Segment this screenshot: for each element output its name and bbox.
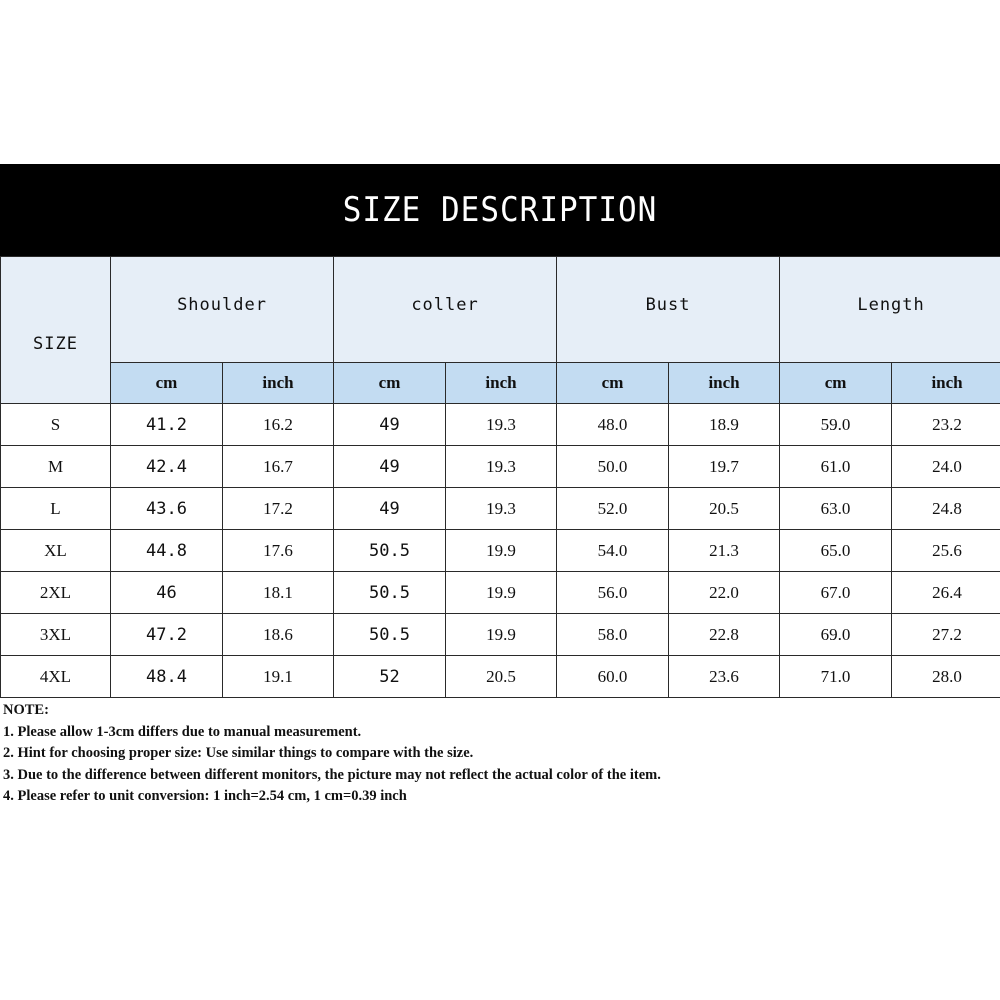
table-row [1, 656, 1000, 698]
measurement-cell: 18.1 [223, 572, 334, 614]
size-label-cell: 4XL [1, 656, 111, 698]
measurement-cell: 16.2 [223, 404, 334, 446]
measurement-cell: 61.0 [780, 446, 892, 488]
measurement-cell: 19.3 [446, 404, 557, 446]
measurement-cell: 60.0 [557, 656, 669, 698]
measurement-cell: 63.0 [780, 488, 892, 530]
table-row [1, 614, 1000, 656]
measurement-cell: 24.8 [892, 488, 1000, 530]
measurement-cell: 50.5 [334, 572, 446, 614]
measurement-cell: 42.4 [111, 446, 223, 488]
size-label-cell: L [1, 488, 111, 530]
measurement-cell: 49 [334, 488, 446, 530]
note-item: 3. Due to the difference between different monitors, the picture may not reflect the actual color of the item. [3, 766, 661, 783]
size-table [0, 256, 1000, 698]
size-label-cell: XL [1, 530, 111, 572]
measurement-cell: 46 [111, 572, 223, 614]
table-row [1, 404, 1000, 446]
measurement-cell: 19.1 [223, 656, 334, 698]
measurement-cell: 69.0 [780, 614, 892, 656]
table-row [1, 488, 1000, 530]
measurement-cell: 52.0 [557, 488, 669, 530]
measurement-cell: 28.0 [892, 656, 1000, 698]
coller-header: coller [334, 257, 557, 363]
table-row [1, 572, 1000, 614]
measurement-cell: 49 [334, 446, 446, 488]
unit-header: inch [446, 363, 557, 404]
unit-header: cm [334, 363, 446, 404]
measurement-cell: 56.0 [557, 572, 669, 614]
measurement-cell: 22.0 [669, 572, 780, 614]
note-item: 1. Please allow 1-3cm differs due to manual measurement. [3, 723, 362, 740]
measurement-cell: 18.9 [669, 404, 780, 446]
measurement-cell: 23.6 [669, 656, 780, 698]
notes-section [3, 700, 993, 808]
measurement-cell: 16.7 [223, 446, 334, 488]
unit-header: inch [892, 363, 1000, 404]
measurement-cell: 17.6 [223, 530, 334, 572]
measurement-cell: 58.0 [557, 614, 669, 656]
measurement-cell: 48.4 [111, 656, 223, 698]
measurement-cell: 67.0 [780, 572, 892, 614]
measurement-cell: 20.5 [669, 488, 780, 530]
unit-header: cm [111, 363, 223, 404]
measurement-cell: 47.2 [111, 614, 223, 656]
measurement-cell: 25.6 [892, 530, 1000, 572]
note-item: 4. Please refer to unit conversion: 1 inch=2.54 cm, 1 cm=0.39 inch [3, 788, 407, 804]
measurement-cell: 26.4 [892, 572, 1000, 614]
unit-header: inch [669, 363, 780, 404]
measurement-cell: 19.9 [446, 530, 557, 572]
table-row [1, 530, 1000, 572]
measurement-cell: 44.8 [111, 530, 223, 572]
size-column-header: SIZE [1, 257, 111, 404]
measurement-cell: 48.0 [557, 404, 669, 446]
measurement-cell: 27.2 [892, 614, 1000, 656]
note-item: 2. Hint for choosing proper size: Use similar things to compare with the size. [3, 745, 474, 761]
measurement-cell: 41.2 [111, 404, 223, 446]
page-title: SIZE DESCRIPTION [342, 190, 658, 230]
measurement-cell: 65.0 [780, 530, 892, 572]
measurement-cell: 50.5 [334, 614, 446, 656]
measurement-cell: 21.3 [669, 530, 780, 572]
measurement-cell: 71.0 [780, 656, 892, 698]
measurement-cell: 43.6 [111, 488, 223, 530]
notes-heading: NOTE: [3, 702, 49, 718]
title-banner [0, 164, 1000, 256]
measurement-cell: 19.3 [446, 488, 557, 530]
measurement-cell: 17.2 [223, 488, 334, 530]
measurement-cell: 49 [334, 404, 446, 446]
measurement-cell: 54.0 [557, 530, 669, 572]
measurement-cell: 18.6 [223, 614, 334, 656]
size-label-cell: M [1, 446, 111, 488]
measurement-cell: 19.9 [446, 572, 557, 614]
measurement-cell: 50.0 [557, 446, 669, 488]
unit-header-row [1, 363, 1000, 404]
bust-header: Bust [557, 257, 780, 363]
shoulder-header: Shoulder [111, 257, 334, 363]
size-label-cell: 3XL [1, 614, 111, 656]
size-label-cell: S [1, 404, 111, 446]
measurement-cell: 19.3 [446, 446, 557, 488]
length-header: Length [780, 257, 1000, 363]
table-row [1, 446, 1000, 488]
size-label-cell: 2XL [1, 572, 111, 614]
group-header-row [1, 257, 1000, 363]
measurement-cell: 22.8 [669, 614, 780, 656]
measurement-cell: 52 [334, 656, 446, 698]
unit-header: inch [223, 363, 334, 404]
measurement-cell: 19.9 [446, 614, 557, 656]
measurement-cell: 24.0 [892, 446, 1000, 488]
measurement-cell: 20.5 [446, 656, 557, 698]
measurement-cell: 23.2 [892, 404, 1000, 446]
measurement-cell: 50.5 [334, 530, 446, 572]
unit-header: cm [780, 363, 892, 404]
measurement-cell: 19.7 [669, 446, 780, 488]
unit-header: cm [557, 363, 669, 404]
measurement-cell: 59.0 [780, 404, 892, 446]
